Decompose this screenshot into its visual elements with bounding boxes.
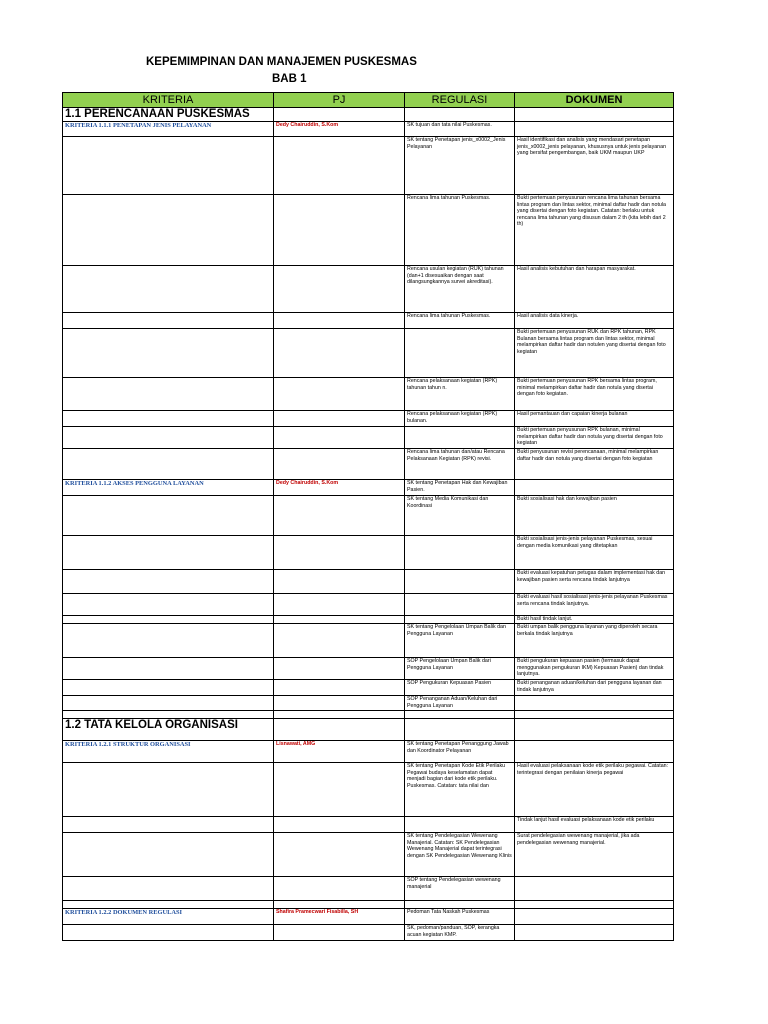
- document-cell: Bukti hasil tindak lanjut.: [515, 616, 674, 624]
- pj-cell: [274, 329, 405, 378]
- table-row: [63, 658, 674, 680]
- section-title: 1.2 TATA KELOLA ORGANISASI: [63, 719, 274, 741]
- table-row: [63, 266, 674, 313]
- pj-cell: [274, 313, 405, 329]
- table-row: [63, 480, 674, 496]
- header-dokumen: DOKUMEN: [515, 93, 674, 108]
- criteria-cell: [63, 411, 274, 427]
- criteria-cell: [63, 536, 274, 570]
- criteria-cell: [63, 763, 274, 817]
- regulation-cell: [405, 616, 515, 624]
- table-row: [63, 411, 674, 427]
- regulation-cell: SK tentang Penetapan Penanggung Jawab dan Koordinator Pelayanan: [405, 741, 515, 763]
- regulation-cell: Rencana pelaksanaan kegiatan (RPK) tahunan tahun n.: [405, 378, 515, 411]
- criteria-table: [62, 92, 674, 941]
- document-cell: Bukti pertemuan penyusunan RPK bersama lintas program, minimal melampirkan daftar hadir dan notula yang disertai dengan foto kegiatan.: [515, 378, 674, 411]
- pj-cell: [274, 833, 405, 877]
- regulation-cell: SK tentang Pendelegasian Wewenang Manajerial. Catatan: SK Pendelegasian Wewenang Manajerial dapat terintegrasi dengan SK Pendelegasian Wewenang Klinis: [405, 833, 515, 877]
- document-cell: Surat pendelegasian wewenang manajerial, jika ada pendelegasian wewenang manajerial.: [515, 833, 674, 877]
- criteria-cell: [63, 313, 274, 329]
- document-cell: Bukti evaluasi hasil sosialisasi jenis-jenis pelayanan Puskesmas serta rencana tindak lanjutnya.: [515, 594, 674, 616]
- regulation-cell: SK tentang Penetapan jenis_x0002_Jenis Pelayanan: [405, 137, 515, 195]
- regulation-cell: [405, 594, 515, 616]
- regulation-cell: SK tujuan dan tata nilai Puskesmas.: [405, 122, 515, 137]
- pj-cell: [274, 536, 405, 570]
- regulation-cell: [405, 329, 515, 378]
- criteria-cell: [63, 711, 274, 719]
- document-cell: Hasil evaluasi pelaksanaan kode etik perilaku pegawai. Catatan: terintegrasi dengan penilaian kinerja pegawai: [515, 763, 674, 817]
- header-pj: PJ: [274, 93, 405, 108]
- document-cell: [515, 925, 674, 941]
- document-cell: Bukti penyusunan revisi perencanaan, minimal melampirkan daftar hadir dan notula yang disertai dengan foto kegiatan: [515, 449, 674, 480]
- table-row: [63, 901, 674, 909]
- pj-cell: [274, 624, 405, 658]
- document-cell: Bukti sosialisasi jenis-jenis pelayanan Puskesmas, sesuai dengan media komunikasi yang ditetapkan: [515, 536, 674, 570]
- criteria-cell: [63, 594, 274, 616]
- section-row: [63, 108, 674, 122]
- pj-cell: [274, 195, 405, 266]
- document-cell: Bukti pengukuran kepuasan pasien (termasuk dapat menggunakan pengukuran IKM) Kepuasan Pasien) dan tindak lanjutnya.: [515, 658, 674, 680]
- table-row: [63, 817, 674, 833]
- criteria-cell: [63, 427, 274, 449]
- pj-cell: [274, 616, 405, 624]
- pj-cell: [274, 817, 405, 833]
- pj-cell: [274, 925, 405, 941]
- document-cell: Hasil analisis data kinerja.: [515, 313, 674, 329]
- section-title: 1.1 PERENCANAAN PUSKESMAS: [63, 108, 274, 122]
- criteria-cell: KRITERIA 1.2.1 STRUKTUR ORGANISASI: [63, 741, 274, 763]
- criteria-cell: [63, 901, 274, 909]
- table-row: [63, 378, 674, 411]
- criteria-cell: [63, 266, 274, 313]
- pj-cell: Dedy Chairuddin, S.Kom: [274, 480, 405, 496]
- criteria-cell: [63, 616, 274, 624]
- document-cell: [515, 122, 674, 137]
- criteria-cell: [63, 680, 274, 696]
- table-row: [63, 496, 674, 536]
- criteria-cell: [63, 195, 274, 266]
- document-cell: Hasil pemantauan dan capaian kinerja bulanan: [515, 411, 674, 427]
- document-cell: Tindak lanjut hasil evaluasi pelaksanaan kode etik perilaku: [515, 817, 674, 833]
- empty-cell: [405, 719, 515, 741]
- pj-cell: [274, 449, 405, 480]
- table-row: [63, 427, 674, 449]
- document-cell: [515, 480, 674, 496]
- regulation-cell: Rencana usulan kegiatan (RUK) tahunan (dan+1 disesuaikan dengan saat dilangsungkannya survei akreditasi).: [405, 266, 515, 313]
- pj-cell: [274, 266, 405, 313]
- regulation-cell: [405, 536, 515, 570]
- regulation-cell: SOP Penanganan Aduan/Keluhan dari Pengguna Layanan: [405, 696, 515, 711]
- empty-cell: [515, 719, 674, 741]
- document-cell: [515, 909, 674, 925]
- empty-cell: [515, 108, 674, 122]
- document-cell: Bukti pertemuan penyusunan RUK dan RPK tahunan, RPK Bulanan bersama lintas program dan lintas sektor, minimal melampirkan daftar hadir dan notulen yang disertai dengan foto kegiatan: [515, 329, 674, 378]
- empty-cell: [274, 719, 405, 741]
- regulation-cell: [405, 427, 515, 449]
- empty-cell: [274, 108, 405, 122]
- regulation-cell: SOP Pengelolaan Umpan Balik dari Pengguna Layanan: [405, 658, 515, 680]
- pj-cell: [274, 427, 405, 449]
- pj-cell: [274, 137, 405, 195]
- document-cell: Hasil analisis kebutuhan dan harapan masyarakat.: [515, 266, 674, 313]
- regulation-cell: Rencana lima tahunan Puskesmas.: [405, 195, 515, 266]
- regulation-cell: Rencana pelaksanaan kegiatan (RPK) bulanan.: [405, 411, 515, 427]
- table-row: [63, 680, 674, 696]
- regulation-cell: SK tentang Media Komunikasi dan Koordinasi: [405, 496, 515, 536]
- criteria-cell: KRITERIA 1.1.1 PENETAPAN JENIS PELAYANAN: [63, 122, 274, 137]
- regulation-cell: Rencana lima tahunan Puskesmas.: [405, 313, 515, 329]
- table-row: [63, 329, 674, 378]
- document-cell: Bukti pertemuan penyusunan RPK bulanan, minimal melampirkan daftar hadir dan notula yang disertai dengan foto kegiatan: [515, 427, 674, 449]
- header-regulasi: REGULASI: [405, 93, 515, 108]
- regulation-cell: SOP tentang Pendelegasian wewenang manajerial: [405, 877, 515, 901]
- pj-cell: [274, 680, 405, 696]
- table-row: [63, 763, 674, 817]
- pj-cell: [274, 658, 405, 680]
- table-row: [63, 925, 674, 941]
- pj-cell: [274, 711, 405, 719]
- pj-cell: Shafira Pramecwari Fisabilla, SH: [274, 909, 405, 925]
- regulation-cell: [405, 570, 515, 594]
- pj-cell: [274, 696, 405, 711]
- document-cell: Hasil identifikasi dan analisis yang mendasari penetapan jenis_x0002_jenis pelayanan, khususnya untuk jenis pelayanan yang bersifat pengembangan, baik UKM maupun UKP: [515, 137, 674, 195]
- regulation-cell: [405, 901, 515, 909]
- document-cell: Bukti pertemuan penyusunan rencana lima tahunan bersama lintas program dan lintas sektor, minimal daftar hadir dan notula yang disertai dengan foto kegiatan. Catatan: berlaku untuk rencana lima tahunan yang disusun dalam 2 th (kita lebih dari 2 th): [515, 195, 674, 266]
- criteria-cell: [63, 658, 274, 680]
- chapter-title: BAB 1: [272, 73, 307, 85]
- table-row: [63, 195, 674, 266]
- document-cell: Bukti evaluasi kepatuhan petugas dalam implementasi hak dan kewajiban pasien serta rencana tindak lanjutnya: [515, 570, 674, 594]
- regulation-cell: SK, pedoman/panduan, SOP, kerangka acuan kegiatan KMP.: [405, 925, 515, 941]
- table-row: [63, 594, 674, 616]
- pj-cell: Lisnawati, AMG: [274, 741, 405, 763]
- regulation-cell: SK tentang Penetapan Hak dan Kewajiban Pasien.: [405, 480, 515, 496]
- criteria-cell: [63, 329, 274, 378]
- pj-cell: [274, 378, 405, 411]
- criteria-cell: [63, 833, 274, 877]
- document-cell: [515, 741, 674, 763]
- document-title: KEPEMIMPINAN DAN MANAJEMEN PUSKESMAS: [146, 56, 417, 68]
- table-row: [63, 570, 674, 594]
- pj-cell: [274, 411, 405, 427]
- criteria-cell: [63, 496, 274, 536]
- table-row: [63, 313, 674, 329]
- table-row: [63, 137, 674, 195]
- pj-cell: [274, 901, 405, 909]
- regulation-cell: Rencana lima tahunan dan/atau Rencana Pelaksanaan Kegiatan (RPK) revisi.: [405, 449, 515, 480]
- criteria-cell: [63, 378, 274, 411]
- section-row: [63, 719, 674, 741]
- criteria-cell: [63, 624, 274, 658]
- pj-cell: [274, 496, 405, 536]
- document-cell: [515, 711, 674, 719]
- pj-cell: [274, 570, 405, 594]
- document-cell: [515, 901, 674, 909]
- table-body: [63, 108, 674, 941]
- table-row: [63, 711, 674, 719]
- criteria-cell: [63, 877, 274, 901]
- table-row: [63, 833, 674, 877]
- table-row: [63, 616, 674, 624]
- criteria-cell: [63, 449, 274, 480]
- table-row: [63, 449, 674, 480]
- criteria-cell: [63, 570, 274, 594]
- table-row: [63, 122, 674, 137]
- criteria-cell: [63, 817, 274, 833]
- document-cell: Bukti penanganan aduan/keluhan dari pengguna layanan dan tindak lanjutnya: [515, 680, 674, 696]
- regulation-cell: [405, 711, 515, 719]
- pj-cell: [274, 877, 405, 901]
- table-row: [63, 536, 674, 570]
- table-row: [63, 696, 674, 711]
- table-row: [63, 624, 674, 658]
- document-cell: Bukti umpan balik pengguna layanan yang diperoleh secara berkala tindak lanjutnya: [515, 624, 674, 658]
- regulation-cell: SOP Pengukuran Kepuasan Pasien: [405, 680, 515, 696]
- table-row: [63, 877, 674, 901]
- pj-cell: [274, 594, 405, 616]
- pj-cell: [274, 763, 405, 817]
- header-row: [63, 93, 674, 108]
- document-cell: [515, 696, 674, 711]
- criteria-cell: [63, 137, 274, 195]
- criteria-cell: [63, 925, 274, 941]
- regulation-cell: [405, 817, 515, 833]
- table-row: [63, 909, 674, 925]
- empty-cell: [405, 108, 515, 122]
- pj-cell: Dedy Chairuddin, S.Kom: [274, 122, 405, 137]
- regulation-cell: SK tentang Penetapan Kode Etik Perilaku Pegawai budaya keselamatan dapat menjadi bagian dari kode etik perilaku. Puskesmas. Catatan: tata nilai dan: [405, 763, 515, 817]
- header-kriteria: KRITERIA: [63, 93, 274, 108]
- criteria-cell: KRITERIA 1.2.2 DOKUMEN REGULASI: [63, 909, 274, 925]
- regulation-cell: SK tentang Pengelolaan Umpan Balik dan Pengguna Layanan: [405, 624, 515, 658]
- criteria-cell: [63, 696, 274, 711]
- regulation-cell: Pedoman Tata Naskah Puskesmas: [405, 909, 515, 925]
- table-row: [63, 741, 674, 763]
- criteria-cell: KRITERIA 1.1.2 AKSES PENGGUNA LAYANAN: [63, 480, 274, 496]
- document-cell: [515, 877, 674, 901]
- document-cell: Bukti sosialisasi hak dan kewajiban pasien: [515, 496, 674, 536]
